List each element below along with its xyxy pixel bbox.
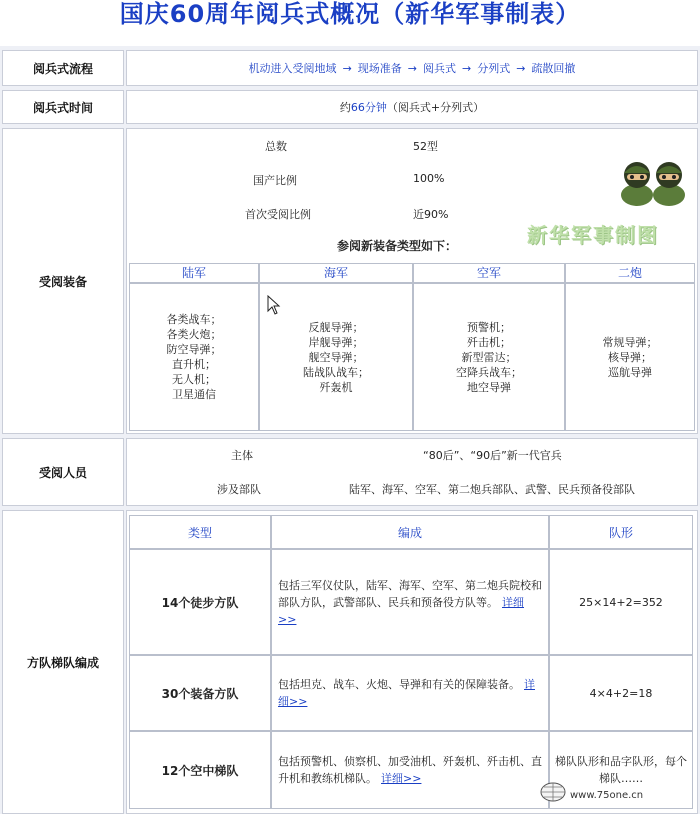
soldier-mascot-icon (617, 155, 691, 207)
formation-header-composition: 编成 (271, 515, 549, 549)
domestic-value: 100% (413, 172, 445, 185)
arrow-right-icon: → (462, 61, 472, 75)
details-link[interactable]: 详细>> (278, 595, 524, 626)
formation-shape: 4×4+2=18 (549, 655, 693, 731)
equipment-item: 新型雷达； (461, 350, 517, 364)
total-label: 总数 (265, 140, 287, 153)
equipment-item: 陆战队战车； (303, 365, 369, 379)
row-label-process: 阅兵式流程 (2, 50, 124, 86)
branch-header-airforce: 空军 (413, 263, 565, 283)
formation-type: 12个空中梯队 (129, 731, 271, 809)
row-label-personnel: 受阅人员 (2, 438, 124, 506)
process-step[interactable]: 机动进入受阅地域 (248, 62, 337, 75)
site-url: www.75one.cn (570, 790, 644, 801)
equipment-item: 地空导弹 (467, 380, 511, 394)
time-prefix: 约 (339, 101, 351, 114)
process-flow (126, 50, 698, 86)
domestic-label: 国产比例 (253, 174, 297, 187)
globe-logo-icon (540, 782, 566, 802)
row-label-formation: 方队梯队编成 (2, 510, 124, 814)
equipment-item: 卫星通信 (172, 388, 216, 401)
mouse-cursor-icon (267, 295, 281, 315)
process-step[interactable]: 阅兵式 (423, 62, 456, 75)
equipment-item: 空降兵战车； (456, 365, 522, 379)
overview-table (0, 46, 700, 814)
first-value: 近90% (413, 208, 449, 221)
formation-composition (271, 731, 549, 809)
equipment-item: 常规导弹； (602, 335, 658, 349)
composition-text: 包括坦克、战车、火炮、导弹和有关的保障装备。 (278, 678, 520, 691)
arrow-right-icon: → (407, 61, 417, 75)
row-label-equipment: 受阅装备 (2, 128, 124, 434)
personnel-units-value: 陆军、海军、空军、第二炮兵部队、武警、民兵预备役部队 (349, 483, 635, 496)
formation-shape: 梯队队形和品字队形，每个梯队…… (549, 731, 693, 809)
formation-shape: 25×14+2=352 (549, 549, 693, 655)
composition-text: 包括预警机、侦察机、加受油机、歼轰机、歼击机、直升机和教练机梯队。 (278, 755, 542, 785)
details-link[interactable]: 详细>> (381, 772, 422, 785)
equipment-item: 歼击机； (467, 335, 511, 349)
formation-header-type: 类型 (129, 515, 271, 549)
time-suffix: （阅兵式+分列式） (386, 101, 485, 114)
formation-cell (126, 510, 698, 814)
branch-items-artillery (565, 283, 695, 431)
equipment-item: 反舰导弹； (308, 320, 364, 334)
formation-type: 30个装备方队 (129, 655, 271, 731)
process-step[interactable]: 疏散回撤 (531, 62, 576, 75)
personnel-main-value: “80后”、“90后”新一代官兵 (423, 449, 562, 462)
equipment-item: 各类火炮； (166, 328, 222, 341)
equipment-item: 巡航导弹 (608, 365, 652, 379)
formation-composition (271, 655, 549, 731)
time-cell (126, 90, 698, 124)
equipment-item: 各类战车； (166, 313, 222, 326)
personnel-units-label: 涉及部队 (217, 483, 261, 496)
equipment-item: 预警机； (467, 320, 511, 334)
first-label: 首次受阅比例 (245, 208, 311, 221)
process-step[interactable]: 分列式 (477, 62, 511, 75)
branch-header-navy: 海军 (259, 263, 413, 283)
formation-composition (271, 549, 549, 655)
branch-header-army: 陆军 (129, 263, 259, 283)
formation-header-shape: 队形 (549, 515, 693, 549)
time-value[interactable]: 66分钟 (350, 101, 387, 114)
page-title: 国庆60周年阅兵式概况（新华军事制表） (119, 0, 581, 28)
equipment-item: 核导弹； (608, 350, 652, 364)
equipment-item: 直升机； (172, 358, 216, 371)
arrow-right-icon: → (516, 61, 526, 75)
equipment-item: 岸舰导弹； (308, 335, 364, 349)
equipment-item: 防空导弹； (166, 343, 222, 356)
equipment-item: 歼轰机 (319, 380, 353, 394)
arrow-right-icon: → (342, 61, 352, 75)
equipment-item: 舰空导弹； (308, 350, 364, 364)
new-types-heading: 参阅新装备类型如下： (337, 239, 458, 253)
equipment-cell (126, 128, 698, 434)
branch-header-artillery: 二炮 (565, 263, 695, 283)
details-link[interactable]: 详细>> (278, 678, 535, 708)
branch-items-army (129, 283, 259, 431)
branch-items-airforce (413, 283, 565, 431)
composition-text: 包括三军仪仗队，陆军、海军、空军、第二炮兵院校和部队方队，武警部队、民兵和预备役方队等。 (278, 578, 542, 609)
row-label-time: 阅兵式时间 (2, 90, 124, 124)
branch-items-navy (259, 283, 413, 431)
personnel-cell (126, 438, 698, 506)
process-step[interactable]: 现场准备 (357, 62, 402, 75)
watermark: 新华军事制图 (527, 223, 659, 247)
total-value: 52型 (413, 140, 438, 153)
formation-type: 14个徒步方队 (129, 549, 271, 655)
equipment-item: 无人机； (172, 373, 216, 386)
personnel-main-label: 主体 (231, 449, 253, 462)
